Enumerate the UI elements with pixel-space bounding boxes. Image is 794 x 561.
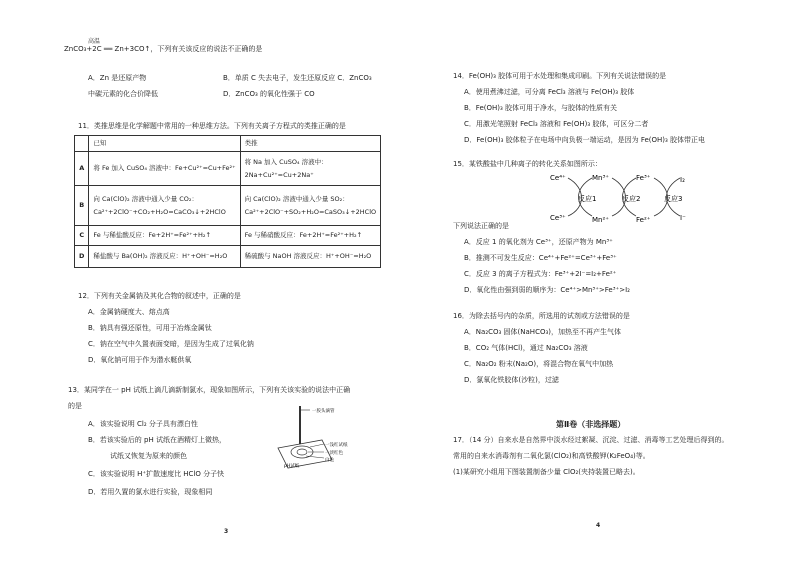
q14-option-d: D．Fe(OH)₃ 胶体粒子在电场中向负极一端运动，是因为 Fe(OH)₃ 胶体带正电 bbox=[464, 136, 706, 144]
page-number-left: 3 bbox=[224, 528, 229, 535]
row-label: B bbox=[75, 186, 89, 226]
fig-label-dropper: 一胶头滴管 bbox=[312, 409, 335, 414]
table-row bbox=[75, 246, 381, 268]
q17-line-1: 17．（14 分）自来水是自然界中淡水经过絮凝、沉淀、过滤、消毒等工艺处理后得到的。 bbox=[453, 436, 729, 444]
q12-stem: 12．下列有关金属钠及其化合物的叙述中，正确的是 bbox=[78, 292, 241, 300]
q17-line-3: (1)某研究小组用下图装置制备少量 ClO₂(夹持装置已略去)。 bbox=[453, 468, 640, 476]
q12-option-a: A．金属钠硬度大、熔点高 bbox=[88, 308, 170, 316]
row-known: 稀盐酸与 Ba(OH)₂ 溶液反应：H⁺+OH⁻=H₂O bbox=[89, 246, 240, 268]
q11-table bbox=[74, 135, 381, 268]
section-title: 第Ⅱ卷（非选择题） bbox=[556, 420, 626, 429]
ion-iodide: I⁻ bbox=[680, 214, 686, 222]
q16-option-d: D．氯氧化铁胶体(沙粒)，过滤 bbox=[464, 376, 559, 384]
q14-option-c: C．用激光笔照射 FeCl₃ 溶液和 Fe(OH)₃ 胶体，可区分二者 bbox=[464, 120, 649, 128]
q12-option-d: D．氧化钠可用于作为潜水艇供氧 bbox=[88, 356, 192, 364]
row-known: 将 Fe 加入 CuSO₄ 溶液中：Fe+Cu²⁺=Cu+Fe²⁺ bbox=[89, 152, 240, 186]
q13-option-b-cont: 试纸又恢复为原来的颜色 bbox=[110, 452, 187, 460]
q10-option-d: D．ZnCO₃ 的氧化性强于 CO bbox=[223, 90, 315, 98]
q13-stem-cont: 的是 bbox=[68, 402, 82, 410]
row-label: A bbox=[75, 152, 89, 186]
row-known: 向 Ca(ClO)₂ 溶液中通入少量 CO₂： Ca²⁺+2ClO⁻+CO₂+H₂O=CaCO₃↓+2HClO bbox=[89, 186, 240, 226]
row-label: C bbox=[75, 226, 89, 246]
reaction-2-label: 反应2 bbox=[622, 195, 641, 203]
q15-sub: 下列说法正确的是 bbox=[453, 222, 509, 230]
ion-mn3: Mn³⁺ bbox=[592, 174, 609, 182]
row-infer: 向 Ca(ClO)₂ 溶液中通入少量 SO₂： Ca²⁺+2ClO⁻+SO₂+H₂O=CaSO₃↓+2HClO bbox=[240, 186, 381, 226]
ion-fe2: Fe²⁺ bbox=[636, 216, 651, 224]
q13-stem: 13．某同学在一 pH 试纸上滴几滴新制氯水，现象如图所示，下列有关该实验的说法中正确 bbox=[68, 386, 351, 394]
q13-option-a: A．该实验说明 Cl₂ 分子具有漂白性 bbox=[88, 420, 198, 428]
q14-stem: 14．Fe(OH)₃ 胶体可用于水处理和集成印刷。下列有关说法错误的是 bbox=[453, 72, 667, 80]
q10-reaction: ZnCO₃+2C ══ Zn+3CO↑，下列有关该反应的说法不正确的是 bbox=[64, 45, 263, 53]
page-number-right: 4 bbox=[596, 522, 601, 529]
row-infer: Fe 与稀硝酸反应：Fe+2H⁺=Fe²⁺+H₂↑ bbox=[240, 226, 381, 246]
q13-option-d: D．若用久置的氯水进行实验，现象相同 bbox=[88, 488, 213, 496]
q10-option-c-cont: 中碳元素的化合价降低 bbox=[88, 90, 158, 98]
ion-mn2: Mn²⁺ bbox=[592, 216, 609, 224]
row-known: Fe 与稀盐酸反应：Fe+2H⁺=Fe²⁺+H₂↑ bbox=[89, 226, 240, 246]
q15-option-c: C．反应 3 的离子方程式为：Fe³⁺+2I⁻=I₂+Fe²⁺ bbox=[464, 270, 617, 278]
q17-line-2: 常用的自来水消毒剂有二氧化氯(ClO₂)和高铁酸钾(K₂FeO₄)等。 bbox=[453, 452, 650, 460]
row-infer: 将 Na 加入 CuSO₄ 溶液中： 2Na+Cu²⁺=Cu+2Na⁺ bbox=[240, 152, 381, 186]
table-row bbox=[75, 186, 381, 226]
q16-option-a: A．Na₂CO₃ 固体(NaHCO₃)，加热至不再产生气体 bbox=[464, 328, 622, 336]
q11-stem: 11．类推思维是化学解题中常用的一种思维方法。下列有关离子方程式的类推正确的是 bbox=[78, 122, 346, 130]
fig-label-red: 一淡红色 bbox=[325, 451, 343, 456]
row-label: D bbox=[75, 246, 89, 268]
q15-option-a: A．反应 1 的氧化剂为 Ce³⁺，还原产物为 Mn³⁺ bbox=[464, 238, 613, 246]
q15-option-b: B．推测不可发生反应：Ce⁴⁺+Fe²⁺=Ce³⁺+Fe³⁺ bbox=[464, 254, 617, 262]
q10-option-bc: B．单质 C 失去电子，发生还原反应 C．ZnCO₃ bbox=[223, 74, 372, 82]
table-head-known: 已知 bbox=[89, 136, 240, 152]
ph-paper-figure bbox=[270, 400, 360, 472]
q12-option-b: B．钠具有强还原性，可用于冶炼金属钛 bbox=[88, 324, 212, 332]
table-head-infer: 类推 bbox=[240, 136, 381, 152]
fig-label-ph: pH试纸 bbox=[284, 464, 300, 469]
redox-cycle-diagram bbox=[538, 168, 698, 228]
fig-label-white: 白色 bbox=[325, 458, 334, 463]
reaction-1-label: 反应1 bbox=[578, 195, 597, 203]
q14-option-b: B．Fe(OH)₃ 胶体可用于净水，与胶体的性质有关 bbox=[464, 104, 618, 112]
q10-condition: 高温 bbox=[88, 38, 101, 45]
table-row bbox=[75, 226, 381, 246]
q16-stem: 16．为除去括号内的杂质，所选用的试剂或方法错误的是 bbox=[453, 312, 630, 320]
q13-option-c: C．该实验说明 H⁺扩散速度比 HClO 分子快 bbox=[88, 470, 225, 478]
ion-ce3: Ce³⁺ bbox=[550, 214, 566, 222]
q13-option-b: B．若该实验后的 pH 试纸在酒精灯上微热， bbox=[88, 436, 226, 444]
fig-label-paper: 一浅红试纸 bbox=[325, 443, 348, 448]
q16-option-c: C．Na₂O₂ 粉末(Na₂O)，将混合物在氧气中加热 bbox=[464, 360, 614, 368]
q15-option-d: D．氧化性由强到弱的顺序为：Ce⁴⁺>Mn³⁺>Fe³⁺>I₂ bbox=[464, 286, 630, 294]
row-infer: 稀硫酸与 NaOH 溶液反应：H⁺+OH⁻=H₂O bbox=[240, 246, 381, 268]
q12-option-c: C．钠在空气中久置表面变暗，是因为生成了过氧化钠 bbox=[88, 340, 254, 348]
reaction-3-label: 反应3 bbox=[664, 195, 683, 203]
q16-option-b: B．CO₂ 气体(HCl)，通过 Na₂CO₃ 溶液 bbox=[464, 344, 588, 352]
table-row bbox=[75, 152, 381, 186]
ion-fe3: Fe³⁺ bbox=[636, 174, 651, 182]
q10-option-a: A．Zn 是还原产物 bbox=[88, 74, 147, 82]
ion-i2: I₂ bbox=[680, 176, 685, 184]
table-corner bbox=[75, 136, 89, 152]
q14-option-a: A．使用煮沸过滤，可分离 FeCl₃ 溶液与 Fe(OH)₃ 胶体 bbox=[464, 88, 635, 96]
q15-stem: 15．某铁酸盐中几种离子的转化关系如图所示： bbox=[453, 160, 602, 168]
ion-ce4: Ce⁴⁺ bbox=[550, 174, 566, 182]
